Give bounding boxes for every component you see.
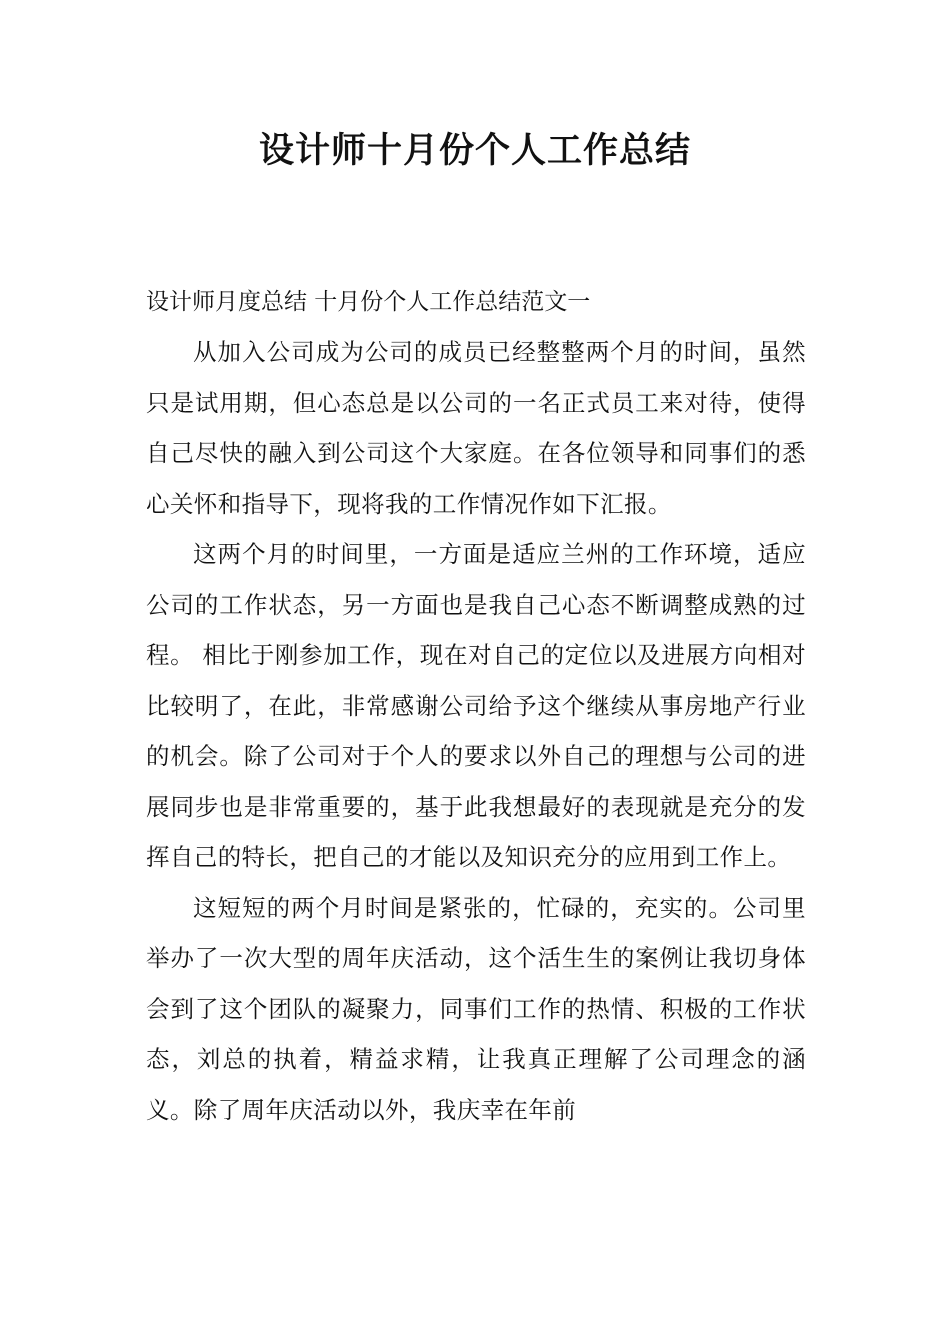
document-body xyxy=(146,277,806,1135)
paragraph: 这两个月的时间里，一方面是适应兰州的工作环境，适应公司的工作状态，另一方面也是我自己心态不断调整成熟的过程。 相比于刚参加工作，现在对自己的定位以及进展方向相对比较明了，在此，非常感谢公司给予这个继续从事房地产行业的机会。除了公司对于个人的要求以外自己的理想与公司的进展同步也是非常重要的，基于此我想最好的表现就是充分的发挥自己的特长，把自己的才能以及知识充分的应用到工作上。 xyxy=(146,540,806,871)
paragraph: 这短短的两个月时间是紧张的，忙碌的，充实的。公司里举办了一次大型的周年庆活动，这个活生生的案例让我切身体会到了这个团队的凝聚力，同事们工作的热情、积极的工作状态，刘总的执着，精益求精，让我真正理解了公司理念的涵义。除了周年庆活动以外，我庆幸在年前 xyxy=(146,893,806,1124)
document-title: 设计师十月份个人工作总结 xyxy=(258,131,691,171)
document-subtitle: 设计师月度总结 十月份个人工作总结范文一 xyxy=(146,289,591,315)
paragraph: 从加入公司成为公司的成员已经整整两个月的时间，虽然只是试用期，但心态总是以公司的一名正式员工来对待，使得自己尽快的融入到公司这个大家庭。在各位领导和同事们的悉心关怀和指导下，现将我的工作情况作如下汇报。 xyxy=(146,338,806,518)
